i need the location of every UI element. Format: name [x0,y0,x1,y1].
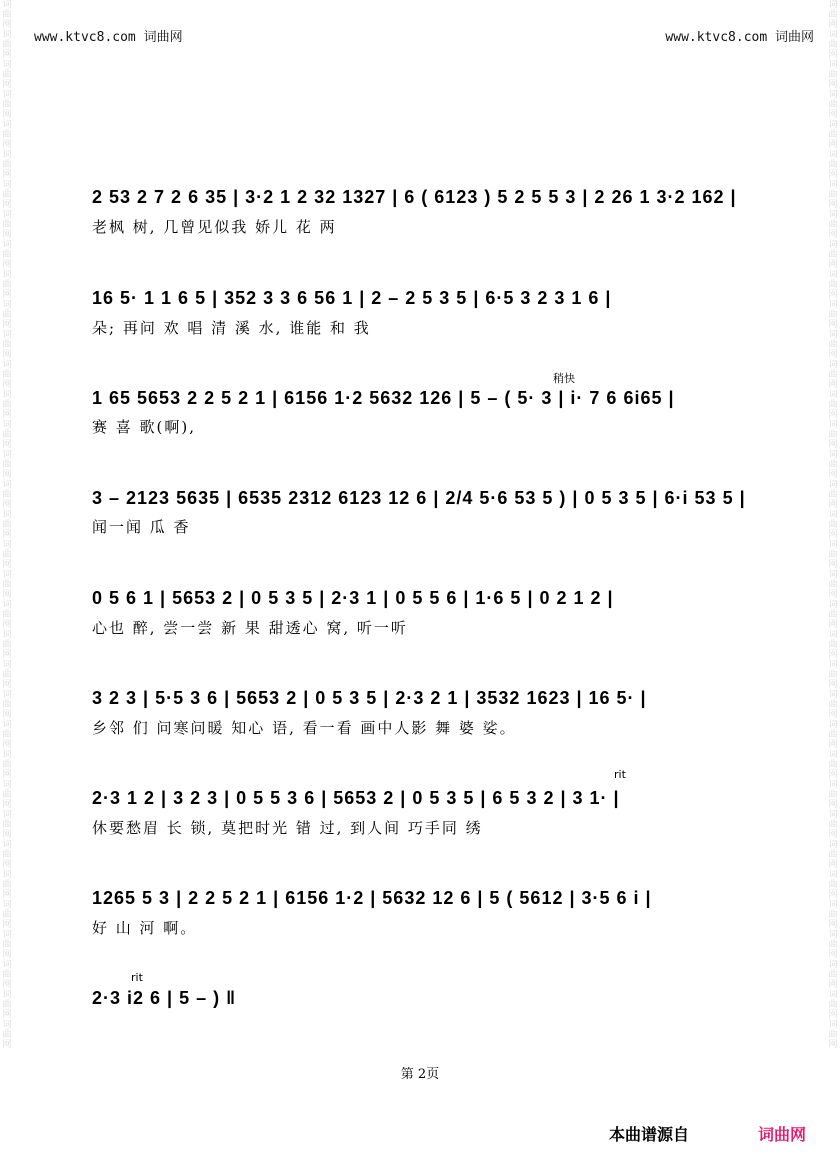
source-label: 本曲谱源自 [609,1125,690,1144]
header-site-left: www.ktvc8.com 词曲网 [34,30,183,45]
brand-logo-text[interactable]: 词曲网 [758,1125,807,1144]
side-watermark-right: 词曲网词曲网词曲网词曲网词曲网词曲网词曲网词曲网词曲网词曲网词曲网词曲网词曲网词曲网词曲网词曲网词曲网词曲网词曲网词曲网词曲网词曲网词曲网词曲网词曲网词曲网词曲网词曲网词曲网词曲网词曲网词曲网词曲网词曲网词曲网 [828,0,838,1050]
score-notes-line-9: 2·3 i2 6 | 5 – ) ‖ [92,988,237,1008]
page-number: 第 2页 [400,1067,440,1082]
score-notes-line-8: 1265 5 3 | 2 2 5 2 1 | 6156 1·2 | 5632 12 6 | 5 ( 5612 | 3·5 6 i | [92,888,652,908]
score-lyrics-line-5: 心也 醉, 尝一尝 新 果 甜透心 窝, 听一听 [92,619,408,637]
side-watermark-left: 词曲网词曲网词曲网词曲网词曲网词曲网词曲网词曲网词曲网词曲网词曲网词曲网词曲网词曲网词曲网词曲网词曲网词曲网词曲网词曲网词曲网词曲网词曲网词曲网词曲网词曲网词曲网词曲网词曲网词曲网词曲网词曲网词曲网词曲网词曲网 [2,0,12,1050]
score-lyrics-line-3: 赛 喜 歌(啊), [92,418,197,436]
tempo-mark-rit-2: rit [131,971,143,984]
score-notes-line-6: 3 2 3 | 5·5 3 6 | 5653 2 | 0 5 3 5 | 2·3 2 1 | 3532 1623 | 16 5· | [92,688,647,708]
score-notes-line-7: 2·3 1 2 | 3 2 3 | 0 5 5 3 6 | 5653 2 | 0 5 3 5 | 6 5 3 2 | 3 1· | [92,788,620,808]
score-notes-line-1: 2 53 2 7 2 6 35 | 3·2 1 2 32 1327 | 6 ( 6123 ) 5 2 5 5 3 | 2 26 1 3·2 162 | [92,187,737,207]
tempo-mark-rit-1: rit [614,768,626,781]
score-lyrics-line-4: 闻一闻 瓜 香 [92,518,191,536]
header-site-right: www.ktvc8.com 词曲网 [665,30,814,45]
score-notes-line-4: 3 – 2123 5635 | 6535 2312 6123 12 6 | 2/4 5·6 53 5 ) | 0 5 3 5 | 6·i 53 5 | [92,488,746,508]
score-lyrics-line-1: 老枫 树, 几曾见似我 娇儿 花 两 [92,218,337,236]
score-lyrics-line-8: 好 山 河 啊。 [92,919,198,937]
tempo-mark-faster: 稍快 [553,372,575,385]
score-lyrics-line-2: 朵; 再问 欢 唱 清 溪 水, 谁能 和 我 [92,319,371,337]
score-notes-line-5: 0 5 6 1 | 5653 2 | 0 5 3 5 | 2·3 1 | 0 5 5 6 | 1·6 5 | 0 2 1 2 | [92,588,614,608]
score-lyrics-line-7: 休要愁眉 长 锁, 莫把时光 错 过, 到人间 巧手同 绣 [92,819,483,837]
score-lyrics-line-6: 乡邻 们 问寒问暖 知心 语, 看一看 画中人影 舞 婆 娑。 [92,719,517,737]
score-notes-line-2: 16 5· 1 1 6 5 | 352 3 3 6 56 1 | 2 – 2 5 3 5 | 6·5 3 2 3 1 6 | [92,288,612,308]
score-notes-line-3: 1 65 5653 2 2 5 2 1 | 6156 1·2 5632 126 | 5 – ( 5· 3 | i· 7 6 6i65 | [92,388,675,408]
